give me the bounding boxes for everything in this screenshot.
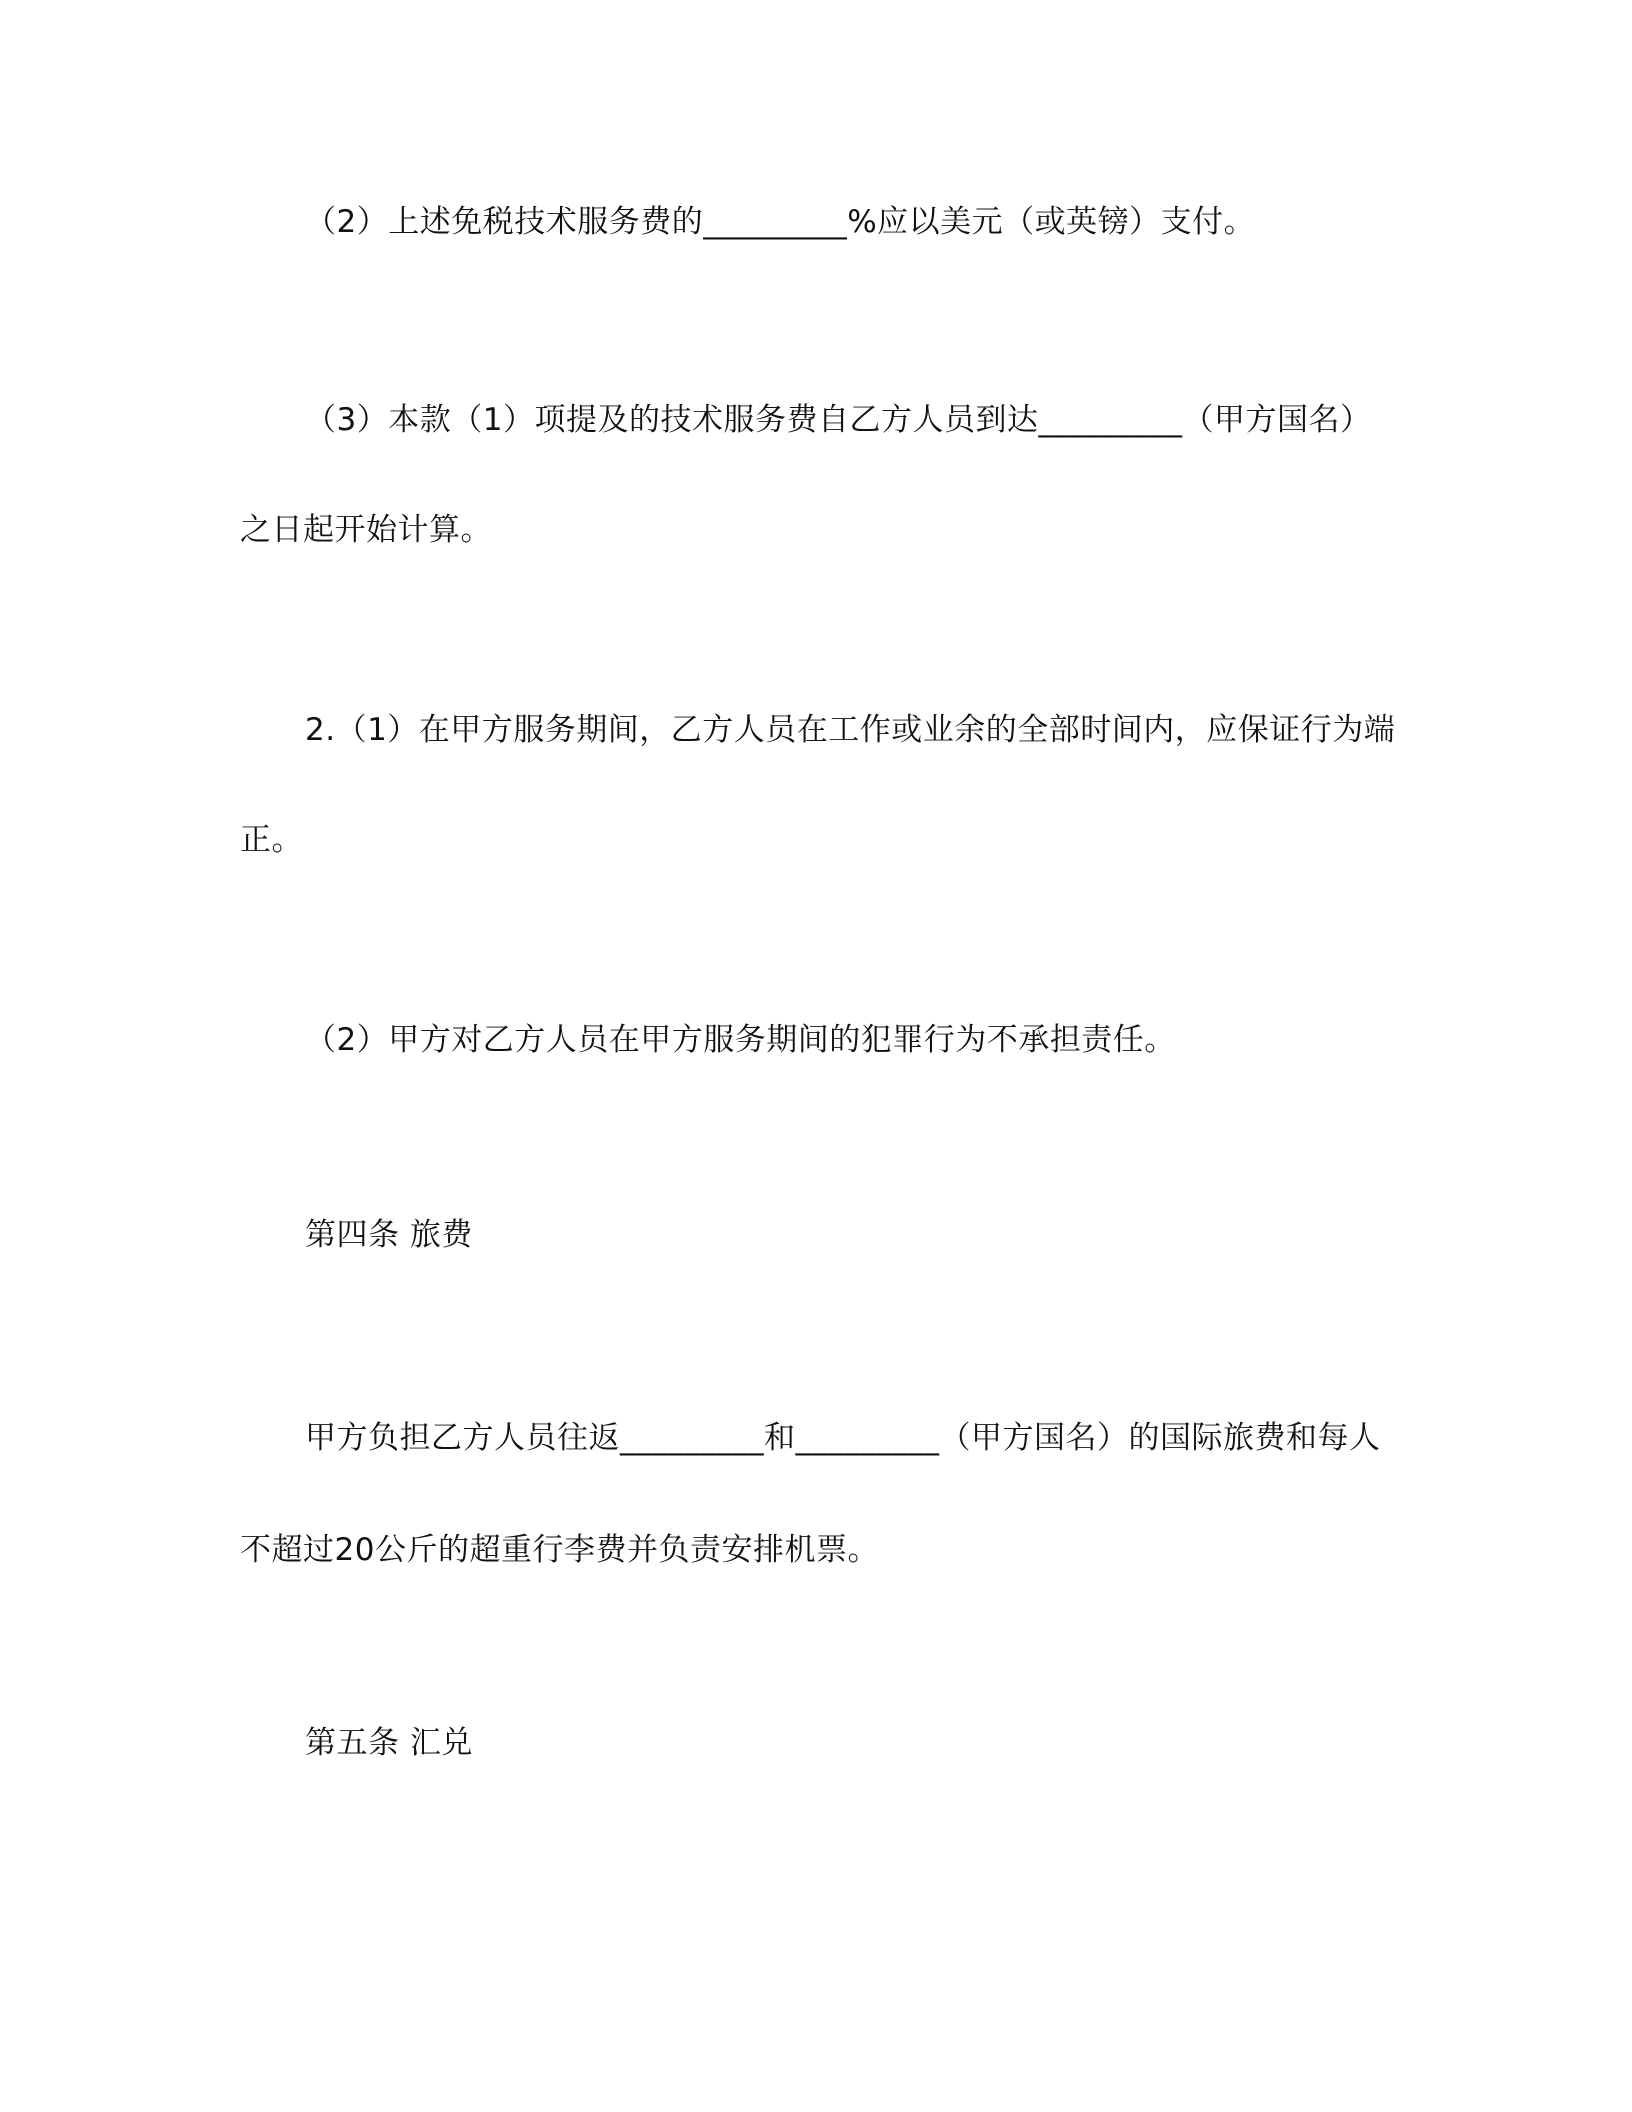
paragraph-payment-currency: （2）上述免税技术服务费的_________%应以美元（或英镑）支付。 xyxy=(305,204,1256,240)
article-four-heading: 第四条 旅费 xyxy=(305,1217,473,1253)
article-five-heading: 第五条 汇兑 xyxy=(305,1725,473,1761)
paragraph-fee-start-line1: （3）本款（1）项提及的技术服务费自乙方人员到达_________（甲方国名） xyxy=(305,402,1372,438)
paragraph-fee-start-line2: 之日起开始计算。 xyxy=(240,512,492,548)
paragraph-conduct-line2: 正。 xyxy=(240,822,303,858)
paragraph-conduct-line1: 2.（1）在甲方服务期间，乙方人员在工作或业余的全部时间内，应保证行为端 xyxy=(305,712,1396,748)
paragraph-travel-line2: 不超过20公斤的超重行李费并负责安排机票。 xyxy=(240,1532,879,1568)
paragraph-criminal-liability: （2）甲方对乙方人员在甲方服务期间的犯罪行为不承担责任。 xyxy=(305,1022,1176,1058)
paragraph-travel-line1: 甲方负担乙方人员往返_________和_________（甲方国名）的国际旅费和每人 xyxy=(305,1420,1381,1456)
